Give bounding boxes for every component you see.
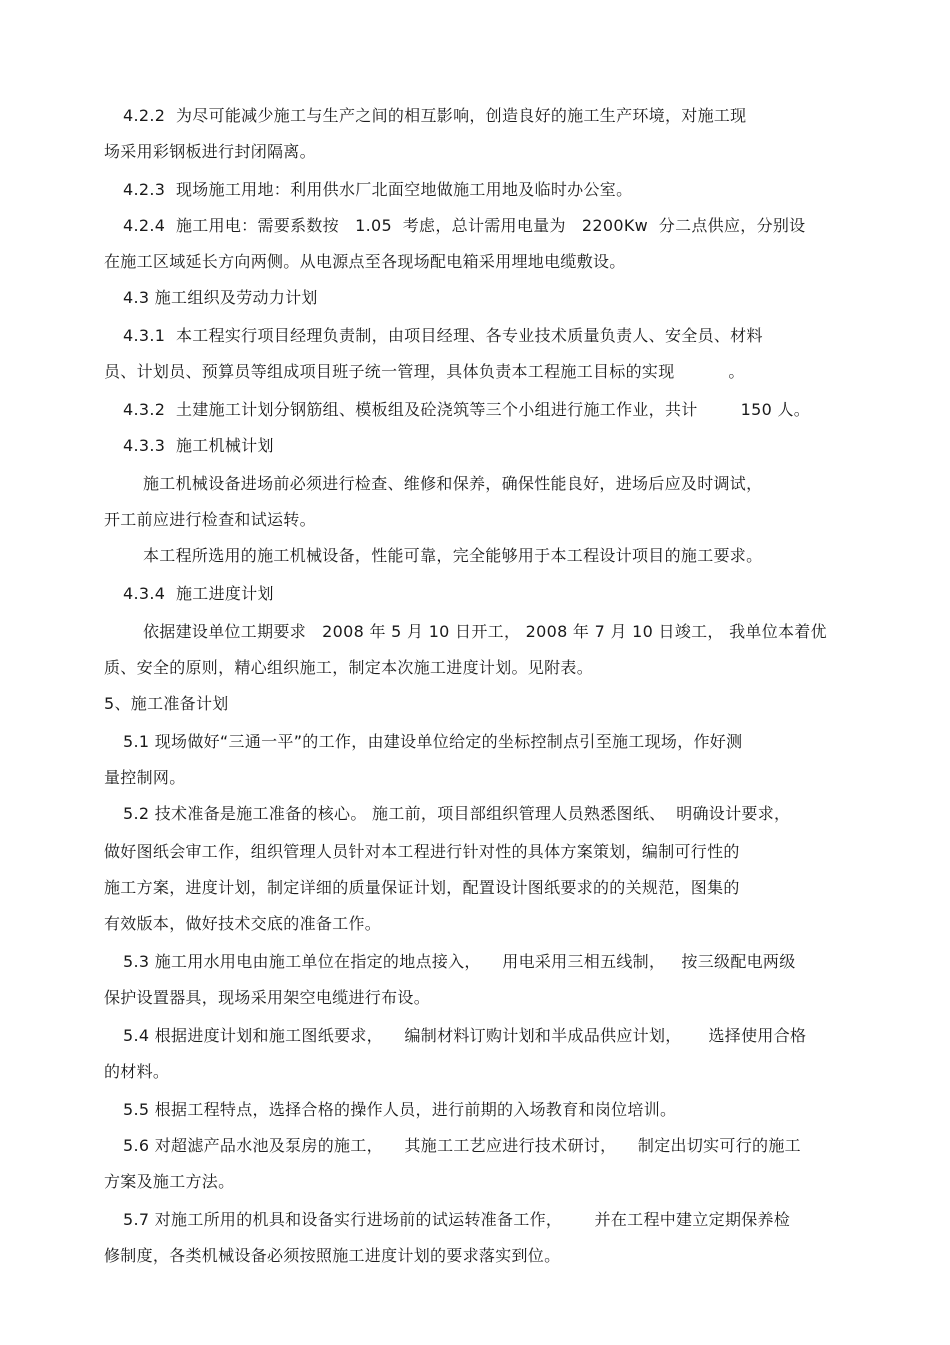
- para-4-3-3-line-2: 开工前应进行检查和试运转。: [104, 510, 316, 529]
- para-5-7-line-1: 5.7 对施工所用的机具和设备实行进场前的试运转准备工作， 并在工程中建立定期保养检: [123, 1210, 791, 1229]
- para-5-2-line-1: 5.2 技术准备是施工准备的核心。 施工前，项目部组织管理人员熟悉图纸、 明确设计要求，: [123, 804, 791, 823]
- para-5-1-line-1: 5.1 现场做好“三通一平”的工作，由建设单位给定的坐标控制点引至施工现场，作好测: [123, 732, 743, 751]
- para-5-3-line-2: 保护设置器具，现场采用架空电缆进行布设。: [104, 988, 431, 1007]
- para-4-3-1-line-1: 4.3.1 本工程实行项目经理负责制，由项目经理、各专业技术质量负责人、安全员、材料: [123, 326, 763, 345]
- para-5-5: 5.5 根据工程特点，选择合格的操作人员，进行前期的入场教育和岗位培训。: [123, 1100, 677, 1119]
- para-5-4-line-1: 5.4 根据进度计划和施工图纸要求， 编制材料订购计划和半成品供应计划， 选择使用合格: [123, 1026, 807, 1045]
- para-5-2-line-3: 施工方案，进度计划，制定详细的质量保证计划，配置设计图纸要求的的关规范，图集的: [104, 878, 740, 897]
- para-4-3-3-line-1: 施工机械设备进场前必须进行检查、维修和保养，确保性能良好，进场后应及时调试，: [143, 474, 763, 493]
- para-5-2-line-2: 做好图纸会审工作，组织管理人员针对本工程进行针对性的具体方案策划，编制可行性的: [104, 842, 740, 861]
- para-5-6-line-1: 5.6 对超滤产品水池及泵房的施工， 其施工工艺应进行技术研讨， 制定出切实可行的施工: [123, 1136, 801, 1155]
- para-5-1-line-2: 量控制网。: [104, 768, 186, 787]
- heading-4-3-3: 4.3.3 施工机械计划: [123, 436, 274, 455]
- para-4-3-4-line-1: 依据建设单位工期要求 2008 年 5 月 10 日开工， 2008 年 7 月 10 日竣工， 我单位本着优: [143, 622, 827, 641]
- para-4-2-2-line-2: 场采用彩钢板进行封闭隔离。: [104, 142, 316, 161]
- para-4-3-3-line-3: 本工程所选用的施工机械设备，性能可靠，完全能够用于本工程设计项目的施工要求。: [143, 546, 763, 565]
- para-4-3-1-line-2: 员、计划员、预算员等组成项目班子统一管理，具体负责本工程施工目标的实现 。: [104, 362, 745, 381]
- para-4-2-4-line-2: 在施工区域延长方向两侧。从电源点至各现场配电箱采用埋地电缆敷设。: [104, 252, 626, 271]
- para-4-2-2-line-1: 4.2.2 为尽可能减少施工与生产之间的相互影响，创造良好的施工生产环境，对施工现: [123, 106, 747, 125]
- heading-4-3-4: 4.3.4 施工进度计划: [123, 584, 274, 603]
- heading-5: 5、施工准备计划: [104, 694, 229, 713]
- para-4-3-4-line-2: 质、安全的原则，精心组织施工，制定本次施工进度计划。见附表。: [104, 658, 594, 677]
- para-5-2-line-4: 有效版本，做好技术交底的准备工作。: [104, 914, 382, 933]
- para-4-2-4-line-1: 4.2.4 施工用电：需要系数按 1.05 考虑，总计需用电量为 2200Kw 分二点供应，分别设: [123, 216, 806, 235]
- para-5-4-line-2: 的材料。: [104, 1062, 170, 1081]
- para-5-3-line-1: 5.3 施工用水用电由施工单位在指定的地点接入， 用电采用三相五线制， 按三级配电两级: [123, 952, 796, 971]
- para-4-2-3: 4.2.3 现场施工用地：利用供水厂北面空地做施工用地及临时办公室。: [123, 180, 633, 199]
- para-5-7-line-2: 修制度，各类机械设备必须按照施工进度计划的要求落实到位。: [104, 1246, 561, 1265]
- heading-4-3: 4.3 施工组织及劳动力计划: [123, 288, 318, 307]
- para-4-3-2: 4.3.2 土建施工计划分钢筋组、模板组及砼浇筑等三个小组进行施工作业，共计 150 人。: [123, 400, 811, 419]
- para-5-6-line-2: 方案及施工方法。: [104, 1172, 235, 1191]
